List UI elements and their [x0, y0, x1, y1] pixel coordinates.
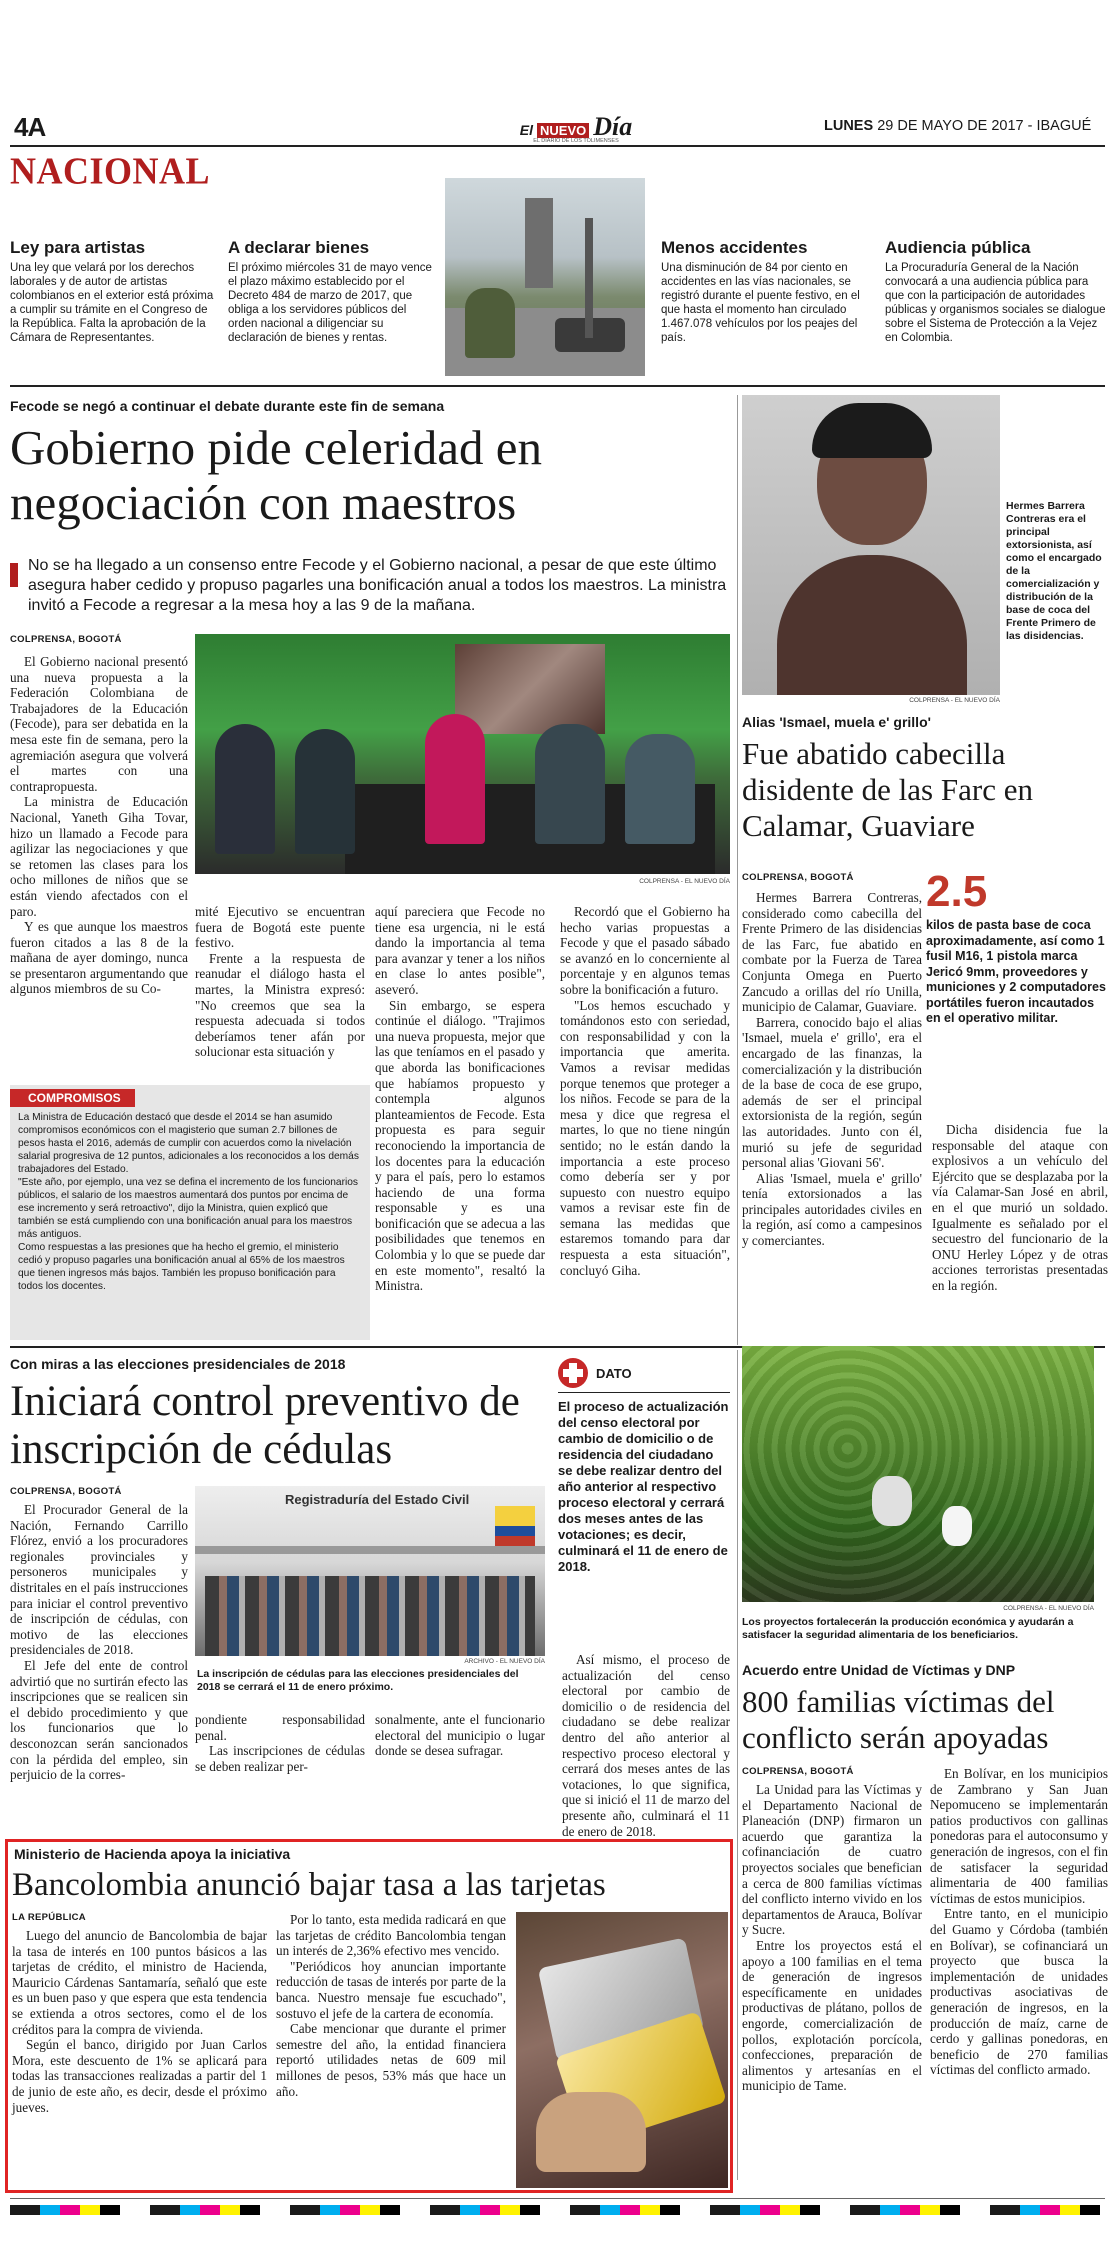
logo: El NUEVO Día EL DIARIO DE LOS TOLIMENSES [519, 112, 633, 144]
main-col-1 [10, 654, 188, 997]
paragraph: Dicha disidencia fue la responsable del ataque con explosivos a un vehículo del Ejército que se desplazaba por la vía Calamar-San José en abril, en el que murió un soldado. Igualmente es señalado por el secuestro del funcionario de la ONU Herley López y de otras acciones terroristas presentadas en la región. [932, 1122, 1108, 1293]
paragraph: Según el banco, dirigido por Juan Carlos Mora, este descuento de 1% se aplicará para todas las transacciones realizadas a partir del 1 de junio de este año, es decir, desde el próximo jueves. [12, 2037, 267, 2115]
paragraph: Barrera, conocido bajo el alias 'Ismael, muela e' grillo', era el encargado de las finanzas, la comercialización y la distribución de la base de coca de ese grupo, además de ser el principal extorsionista de la región, según las autoridades. Junto con él, murió su jefe de seguridad personal alias 'Giovani 56'. [742, 1014, 922, 1171]
lead-marker [10, 563, 18, 587]
cedulas-col-1 [10, 1502, 188, 1783]
victimas-byline: COLPRENSA, BOGOTÁ [742, 1766, 854, 1777]
brief-title: Audiencia pública [885, 238, 1031, 257]
brief-text: Una ley que velará por los derechos laborales y de autor de artistas colombianos en el exterior está próxima a cumplir su trámite en el Congreso de la República. Falta la aprobación de la Cámara de Representantes. [10, 262, 214, 344]
paragraph: "Este año, por ejemplo, una vez se defina el incremento de los funcionarios públicos, el salario de los maestros aumentará dos puntos por encima de ese incremento y será retroactivo", dijo la Ministra, quien explicó que también se está cumpliendo con una bonificación anual para los maestros más antiguos. [18, 1177, 359, 1240]
dato-text: El proceso de actualización del censo electoral por cambio de domicilio o de residencia del ciudadano se debe realizar dentro del año anterior al respectivo proceso electoral y cerrará dos meses antes de las votaciones; es decir, culminará el 11 de enero de 2018. [558, 1399, 729, 1574]
registraduria-sign: Registraduría del Estado Civil [285, 1492, 470, 1507]
portrait-caption: Hermes Barrera Contreras era el principal extorsionista, así como el encargado de la comercialización y distribución de la base de coca del Frente Primero de las disidencias. [1006, 500, 1102, 642]
header-rule [10, 145, 1105, 147]
paragraph: sonalmente, ante el funcionario electoral del municipio o lugar donde se desea sufragar. [375, 1712, 545, 1759]
paragraph: La ministra de Educación Nacional, Yaneth Giha Tovar, hizo un llamado a Fecode para agilizar las negociaciones y que se retomen las clases para los ocho millones de niños que se están viendo afectados con el paro. [10, 794, 188, 919]
portrait-photo [742, 395, 1000, 695]
registraduria-credit: ARCHIVO - EL NUEVO DÍA [464, 1658, 545, 1665]
dato-icon [558, 1358, 588, 1388]
footer-rule [10, 2198, 1105, 2199]
brief-text: La Procuraduría General de la Nación convocará a una audiencia pública para que con la participación de autoridades públicas y organismos sociales se dialogue sobre el Sistema de Protección a la Vejez en Colombia. [885, 262, 1106, 344]
stat-number: 2.5 [926, 867, 988, 916]
bancolombia-kicker: Ministerio de Hacienda apoya la iniciativa [14, 1846, 291, 1862]
paragraph: El Jefe del ente de control advirtió que no surtirán efecto las inscripciones que se realicen sin el debido procedimiento y que los funcionarios que lo desconozcan serán sancionados con la pérdida del empleo, sin perjuicio de la corres- [10, 1657, 188, 1783]
victimas-headline: 800 familias víctimas del conflicto serán apoyadas [742, 1684, 1055, 1755]
main-lead: No se ha llegado a un consenso entre Fecode y el Gobierno nacional, a pesar de que este último asegura haber cedido y propuso pagarles una bonificación anual a todos los maestros. La ministra invitó a Fecode a regresar a la mesa hoy a las 9 de la mañana. [28, 557, 727, 614]
crops-photo [742, 1346, 1094, 1602]
column-divider [737, 1350, 738, 2180]
paragraph: El Gobierno nacional presentó una nueva propuesta a la Federación Colombiana de Trabajadores de la Educación (Fecode), para ser debatida en la mesa este fin de semana, pero la agremiación asegura que volverá el martes con una contrapropuesta. [10, 654, 188, 794]
cedulas-col-3 [375, 1712, 545, 1759]
paragraph: Las inscripciones de cédulas se deben realizar per- [195, 1743, 365, 1774]
crops-caption: Los proyectos fortalecerán la producción económica y ayudarán a satisfacer la seguridad alimentaria de los beneficiarios. [742, 1616, 1074, 1641]
main-headline: Gobierno pide celeridad en negociación con maestros [10, 420, 542, 530]
paragraph: pondiente responsabilidad penal. [195, 1712, 365, 1743]
paragraph: La Ministra de Educación destacó que desde el 2014 se han asumido compromisos económicos con el magisterio que suman 2.7 billones de pesos hasta el 2016, además de cumplir con acuerdos como la nivelación salarial progresiva de 12 puntos, adicionales a los reconocidos a los demás trabajadores del Estado. [18, 1112, 359, 1175]
column-divider [737, 395, 738, 1345]
cedulas-byline: COLPRENSA, BOGOTÁ [10, 1486, 122, 1497]
farc-col-1 [742, 890, 922, 1249]
compromisos-box [10, 1085, 370, 1340]
paragraph: mité Ejecutivo se encuentran fuera de Bogotá este puente festivo. [195, 904, 365, 951]
farc-stat-box [926, 867, 1108, 1027]
page-number: 4A [14, 112, 46, 142]
brief-text: Una disminución de 84 por ciento en accidentes en las vías nacionales, se registró durante el puente festivo, en el que hasta el momento han circulado 1.467.078 vehículos por los peajes del país. [661, 262, 860, 344]
paragraph: Por lo tanto, esta medida radicará en que las tarjetas de crédito Bancolombia tengan un interés de 2,36% efectivo mes vencido. [276, 1912, 506, 1959]
paragraph: Luego del anuncio de Bancolombia de bajar la tasa de interés en 100 puntos básicos a las tarjetas de crédito, el ministro de Hacienda, Mauricio Cárdenas Santamaría, señaló que este es un buen paso y que espera que esta tendencia se extienda a otros sectores, como el de los créditos para la compra de vivienda. [12, 1928, 267, 2037]
section-title: NACIONAL [10, 150, 211, 192]
paragraph: Y es que aunque los maestros fueron citados a las 8 de la mañana de ayer domingo, nunca se presentaron argumentando que algunos miembros de su Co- [10, 919, 188, 997]
paragraph: "Periódicos hoy anuncian importante reducción de tasas de interés por parte de la banca. Nuestro mensaje fue escuchado", sostuvo el jefe de la cartera de economía. [276, 1958, 506, 2021]
farc-kicker: Alias 'Ismael, muela e' grillo' [742, 714, 931, 730]
main-kicker: Fecode se negó a continuar el debate durante este fin de semana [10, 398, 445, 414]
briefs-rule [10, 385, 1105, 387]
bancolombia-col-1 [12, 1928, 267, 2115]
paragraph: En Bolívar, en los municipios de Zambrano y San Juan Nepomuceno se implementarán patios productivos con gallinas ponedoras para el autoconsumo y generación de ingresos, con el fin de satisfacer la seguridad alimentaria de 400 familias víctimas de estos municipios. [930, 1766, 1108, 1906]
bancolombia-byline: LA REPÚBLICA [12, 1912, 86, 1923]
paragraph: La Unidad para las Víctimas y el Departamento Nacional de Planeación (DNP) firmaron un acuerdo que garantiza la cofinanciación de cuatro proyectos sociales que benefician a cerca de 800 familias víctimas del conflicto interno vivido en los departamentos de Arauca, Bolívar y Sucre. [742, 1782, 922, 1938]
farc-col-2 [932, 1122, 1108, 1294]
paragraph: Entre tanto, en el municipio del Guamo y Córdoba (también en Bolívar), se cofinanciará un proyecto que busca la implementación de unidades productivas asociativas de generación de ingresos, en la producción de maíz, carne de cerdo y gallinas ponedoras, en beneficio de 270 familias víctimas del conflicto armado. [930, 1906, 1108, 2078]
registraduria-caption: La inscripción de cédulas para las elecciones presidenciales del 2018 se cerrará el 11 de enero próximo. [197, 1668, 519, 1693]
paragraph: Cabe mencionar que durante el primer semestre del año, la entidad financiera reportó utilidades netas de 609 mil millones de pesos, 53% más que hace un año. [276, 2021, 506, 2099]
meeting-photo-credit: COLPRENSA - EL NUEVO DÍA [639, 878, 730, 885]
cedulas-kicker: Con miras a las elecciones presidenciales de 2018 [10, 1356, 346, 1372]
main-col-2 [195, 904, 365, 1060]
crops-credit: COLPRENSA - EL NUEVO DÍA [1003, 1605, 1094, 1612]
paragraph: Alias 'Ismael, muela e' grillo' tenía extorsionados a las principales autoridades civiles en la región, así como a campesinos y comerciantes. [742, 1170, 922, 1249]
credit-card-photo [516, 1912, 728, 2188]
bancolombia-headline: Bancolombia anunció bajar tasa a las tarjetas [12, 1867, 606, 1903]
meeting-photo [195, 634, 730, 874]
brief-ley-artistas [10, 238, 215, 345]
victimas-kicker: Acuerdo entre Unidad de Víctimas y DNP [742, 1662, 1016, 1678]
farc-headline: Fue abatido cabecilla disidente de las Farc en Calamar, Guaviare [742, 736, 1033, 843]
victimas-col-1 [742, 1782, 922, 2094]
paragraph: aquí pareciera que Fecode no tiene esa urgencia, ni le está dando la importancia al tema para avanzar y tener a los niños en clase lo antes posible", aseveró. [375, 904, 545, 997]
dato-box [558, 1358, 730, 1575]
paragraph: Como respuestas a las presiones que ha hecho el gremio, el ministerio cedió y propuso pagarles una bonificación anual al 65% de los maestros que tienen ingresos más bajos. También les propuso bonificación para todos los docentes. [18, 1242, 345, 1292]
registraduria-photo [195, 1486, 545, 1656]
main-byline: COLPRENSA, BOGOTÁ [10, 634, 122, 645]
brief-text: El próximo miércoles 31 de mayo vence el plazo máximo establecido por el Decreto 484 de marzo de 2017, que obliga a los servidores públicos del orden nacional a diligenciar su declaración de bienes y rentas. [228, 262, 432, 344]
paragraph: Así mismo, el proceso de actualización del censo electoral por cambio de domicilio o de residencia del ciudadano se debe realizar dentro del año anterior al respectivo proceso electoral y cerrará dos meses antes de las votaciones, lo que significa, que si inició el 11 de marzo del presente año, culminará el 11 de enero de 2018. [562, 1652, 730, 1839]
brief-title: A declarar bienes [228, 238, 370, 257]
print-color-bar [10, 2205, 1105, 2215]
farc-byline: COLPRENSA, BOGOTÁ [742, 872, 854, 883]
cedulas-col-2 [195, 1712, 365, 1774]
page-date: LUNES 29 DE MAYO DE 2017 - IBAGUÉ [824, 118, 1092, 134]
compromisos-label: COMPROMISOS [10, 1089, 135, 1107]
portrait-credit: COLPRENSA - EL NUEVO DÍA [909, 697, 1000, 704]
brief-title: Menos accidentes [661, 238, 808, 257]
paragraph: Entre los proyectos está el apoyo a 100 familias en el tema de generación de ingresos específicamente en unidades productivas de plátano, pollos de engorde, comercialización de pollos, explotación porcícola, confecciones, preparación de alimentos y artesanías en el municipio de Tame. [742, 1937, 922, 2094]
stat-text: kilos de pasta base de coca aproximadamente, así como 1 fusil M16, 1 pistola marca Jericó 9mm, proveedores y municiones y 2 computadores portátiles fueron incautados en el operativo militar. [926, 918, 1106, 1025]
brief-title: Ley para artistas [10, 238, 146, 257]
paragraph: Frente a la respuesta de reanudar el diálogo hasta el martes, la Ministra expresó: "No creemos que sea la respuesta adecuada si todos deberíamos tener afán por solucionar esta situación y [195, 950, 365, 1060]
paragraph: Hermes Barrera Contreras, considerado como cabecilla del Frente Primero de las disidencias de las Farc, fue abatido en combate por la Fuerza de Tarea Conjunta Omega en Puerto Zancudo a orillas del río Unilla, municipio de Calamar, Guaviare. [742, 890, 922, 1015]
cedulas-headline: Iniciará control preventivo de inscripción de cédulas [10, 1378, 520, 1473]
paragraph: "Los hemos escuchado y tomándonos esto con seriedad, con responsabilidad y con la importancia que amerita. Vamos a revisar medidas porque tenemos que proteger a los niños. Fecode se para de la mesa y dice que regresa el martes, lo que no tiene ningún sentido; no le están dando la importancia a este proceso como debería ser y por supuesto con nuestro equipo vamos a revisar este fin de semana las medidas que estaremos tomando para dar respuesta a esta situación", concluyó Giha. [560, 997, 730, 1278]
paragraph: El Procurador General de la Nación, Fernando Carrillo Flórez, envió a los procuradores regionales provinciales y personeros municipales y distritales en el país instrucciones para iniciar el control preventivo de inscripción de cédulas, con motivo de las elecciones presidenciales de 2018. [10, 1502, 188, 1658]
brief-menos-accidentes [661, 238, 871, 345]
bancolombia-col-2 [276, 1912, 506, 2099]
brief-declarar-bienes [228, 238, 433, 345]
cedulas-col-4 [562, 1652, 730, 1839]
brief-audiencia-publica [885, 238, 1107, 345]
paragraph: Recordó que el Gobierno ha hecho varias propuestas a Fecode y que el pasado sábado se avanzó en lo concerniente al porcentaje y en algunos temas sobre la bonificación a futuro. [560, 904, 730, 997]
highway-photo [445, 178, 645, 376]
paragraph: Sin embargo, se espera continúe el diálogo. "Trajimos una nueva propuesta, mejor que las que teníamos en el pasado y que aborda las bonificaciones que habíamos propuesto y contempla algunos planteamientos de Fecode. Esta propuesta es para seguir reconociendo la importancia de los docentes para la educación y para el país, pero lo estamos haciendo de una forma responsable y es una bonificación que se adecua a las posibilidades que tenemos en Colombia y lo que se puede dar en este momento", resaltó la Ministra. [375, 997, 545, 1294]
victimas-col-2 [930, 1766, 1108, 2078]
dato-label: DATO [596, 1365, 632, 1381]
main-col-4 [560, 904, 730, 1278]
main-col-3 [375, 904, 545, 1294]
